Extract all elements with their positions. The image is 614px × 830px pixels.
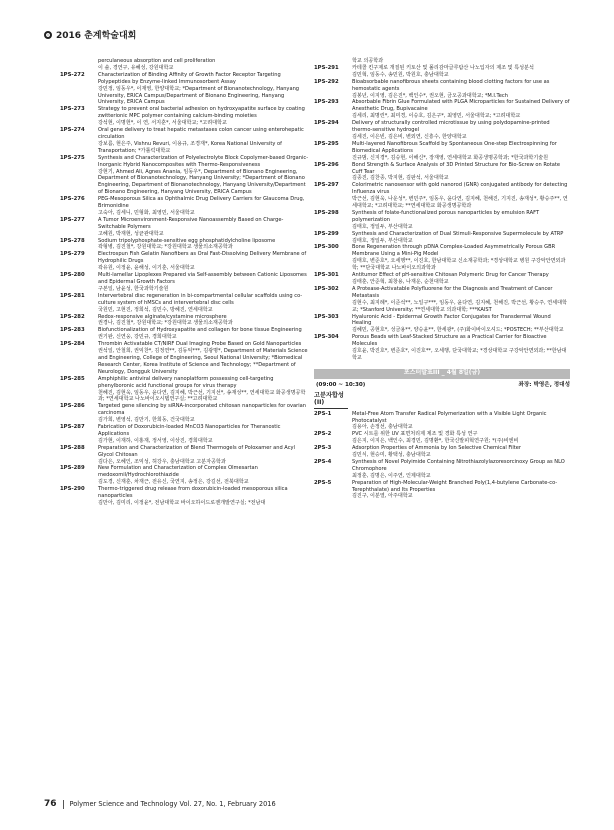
entry-title: Hyaluronic Acid - Epidermal Growth Factor Conjugates for Transdermal Wound Healing — [352, 313, 551, 327]
entry-title: Sodium tripolyphosphate-sensitive egg phosphatidylcholine liposome — [98, 237, 276, 244]
entry — [60, 196, 310, 217]
entry-code: 1PS-291 — [314, 64, 339, 71]
entry — [60, 341, 310, 376]
entry-code: 1PS-294 — [314, 120, 339, 127]
entry-authors: 최정훈, 김명은, 이주연, 인제대학교 — [352, 472, 431, 479]
entry-authors: 구본일, 남윤성, 한국과학기술원 — [98, 285, 169, 292]
entry-body — [98, 403, 310, 424]
entry-title: Absorbable Fibrin Glue Formulated with PLGA Microparticles for Sustained Delivery of Anesthetic Drug, Bupivacaine — [352, 99, 570, 113]
entry-code: 1PS-290 — [60, 486, 85, 493]
entry-body — [98, 376, 310, 404]
entry-code: 1PS-277 — [60, 216, 85, 223]
entry-list — [314, 79, 570, 362]
entry-code: 1PS-283 — [60, 327, 85, 334]
entry — [60, 72, 310, 107]
entry-code: 2PS-4 — [314, 458, 332, 465]
entry-code: 1PS-280 — [60, 272, 85, 279]
entry-code: 1PS-301 — [314, 272, 339, 279]
entry — [60, 251, 310, 272]
right-column — [314, 58, 570, 500]
entry-authors: 강보름, 현은주, Vishnu Revuri, 이용규, 조경재*, Korea National University of Transportation; *가톨릭대학교 — [98, 140, 282, 154]
left-column — [60, 58, 310, 507]
entry-code: 1PS-284 — [60, 341, 85, 348]
entry-code: 1PS-278 — [60, 237, 85, 244]
entry-body — [352, 79, 570, 100]
entry-authors: 김세진, 이은빈, 김은비, 변외연, 신흥수, 한양대학교 — [352, 133, 467, 140]
entry — [314, 244, 570, 272]
entry-code: 1PS-282 — [60, 313, 85, 320]
entry-code: 1PS-296 — [314, 161, 339, 168]
entry — [60, 445, 310, 466]
session-banner: 포스터발표III _ 4월 8일(금) — [314, 369, 570, 379]
entry-code: 1PS-279 — [60, 251, 85, 258]
entry-body — [352, 141, 570, 162]
continuation-entry — [352, 58, 570, 65]
entry-list — [60, 72, 310, 507]
entry-authors: 김현수, 최지례*, 이준석**, 노일구***, 임동우, 윤다연, 김지혜, 천해진, 박근선, 황승주, 연세대학교; *Stanford University; **연세대학교 의과대학; ***KAIST — [352, 299, 567, 313]
entry-body — [352, 459, 570, 480]
entry-code: 1PS-295 — [314, 140, 339, 147]
entry-body — [98, 251, 310, 272]
entry-body — [352, 99, 570, 120]
session-meta — [314, 382, 570, 389]
entry-authors: 강현기, Ahmed Ali, Agnes Anania, 임동우*, Department of Bionano Engineering, Department of Bionanotechnology, Hanyang University; *Department of Bionano Engineering, Department of Bionanotechnology, Hanyang University/Department of Bionano Engineering, Hanyang University, ERICA Campus — [98, 168, 306, 196]
entry-body — [352, 182, 570, 210]
entry-title: Multi-layered Nanofibrous Scaffold by Spontaneous One-step Electrospinning for Biomedical Applications — [352, 140, 557, 154]
entry-body — [352, 431, 570, 445]
entry — [60, 327, 310, 341]
entry — [60, 314, 310, 328]
entry-authors: 권석일, 안철희, 권익찬*, 김정연**, 김동익***, 김광명*, Department of Materials Science and Engineering, College of Engineering, Seoul National University; *Biomedical Research Center, Korea Institute of Science and Technology; **Department of Neurology, Dongguk University — [98, 348, 308, 375]
entry-title: PVC 시트를 위한 UV 표면처리제 제조 및 경화 특성 연구 — [352, 431, 478, 438]
entry — [60, 403, 310, 424]
entry-body — [98, 127, 310, 155]
entry-title: Intervertebral disc regeneration in bi-compartmental cellular scaffolds using co-culture system of hMSCs and intervertebral disc cells — [98, 292, 303, 306]
entry-title: PEG-Mesoporous Silica as Ophthalmic Drug Delivery Carriers for Glaucoma Drug, Brimonidine — [98, 196, 305, 210]
entry-code: 1PS-289 — [60, 465, 85, 472]
entry-authors: 김도경, 신재훈, 차재근, 전유신, 국연지, 송정은, 강길선, 전북대학교 — [98, 479, 249, 486]
entry-title: Bioabsorbable nanofibrous sheets containing blood clotting factors for use as hemostatic agents — [352, 78, 550, 92]
entry-authors: 김태호, 정일두, 부산대학교 — [352, 237, 413, 244]
entry-authors: 김태호, 변준호*, 오세행**, 이진호, 한남대학교 신소재공학과; *경상대학교 병원 구강악안면외과학; **단국대학교 나노바이오의과학과 — [352, 258, 566, 272]
entry-authors: 김민식, 현승미, 황택성, 충남대학교 — [352, 452, 431, 459]
entry-title: perculaneous absorption and cell proliferation — [98, 58, 216, 64]
entry-title: Antitumor Effect of pH-sensitive Chitosan Polymeric Drug for Cancer Therapy — [352, 272, 549, 279]
entry-body — [98, 445, 310, 466]
entry-body — [98, 217, 310, 238]
entry — [314, 141, 570, 162]
entry-authors: 김태훈, 안준혁, 최창용, 나재운, 순천대학교 — [352, 279, 449, 285]
entry-list — [314, 411, 570, 501]
entry-title: Fabrication of Doxorubicin-loaded MnCO3 Nanoparticles for Theranostic Applications — [98, 424, 281, 437]
entry — [314, 459, 570, 480]
entry-body — [98, 341, 310, 376]
entry-authors: 김봉년, 이지영, 김은진*, 백인수*, 권오현, 금오공과대학교; *M.I.Tech — [352, 92, 508, 99]
entry-code: 1PS-274 — [60, 127, 85, 134]
entry-authors: 진규범, 신지경*, 김승현, 이해신*, 장재영, 연세대학교 화공생명공학과; *한국과학기술원 — [352, 154, 549, 161]
entry — [314, 120, 570, 141]
entry-authors: 김종진, 김찬종, 박지현, 김판석, 서울대학교 — [352, 175, 449, 182]
entry-title: Bone Regeneration through pDNA Complex-Loaded Asymmetrically Porous GBR Membrane Using a Mini-Pig Model — [352, 244, 556, 258]
session-time: (09:00 ~ 10:30) — [316, 381, 366, 388]
entry-title: Biofunctionalization of Hydroxyapatite and collagen for bone tissue Engineering — [98, 327, 302, 334]
entry-title: Bond Strength & Surface Analysis of 3D Printed Structure for Bio-Screw on Rotate Cuff Tear — [352, 161, 561, 175]
entry-body — [352, 480, 570, 501]
entry-body — [352, 334, 570, 362]
entry-title: Oral gene delivery to treat hepatic metastases colon cancer using enterohepatic circulation — [98, 127, 304, 140]
entry-authors: 고혜원, 박재현, 성균관대학교 — [98, 230, 164, 237]
entry-body — [98, 106, 310, 127]
entry-body — [98, 293, 310, 314]
entry-body — [98, 272, 310, 293]
entry — [314, 231, 570, 245]
entry-title: Electrospun Fish Gelatin Nanofibers as Oral Fast-Dissolving Delivery Membrane of Hydrophilic Drugs — [98, 251, 307, 265]
entry-authors: 김태호, 정일두, 부산대학교 — [352, 223, 413, 230]
entry-code: 1PS-299 — [314, 230, 339, 237]
entry-code: 1PS-287 — [60, 424, 85, 431]
entry-title: Synthesis and Characterization of Polyelectrolyte Block Copolymer-based Organic-Inorganic Hybrid Nanocomposites with Thermo-Responsiveness — [98, 154, 309, 168]
entry — [314, 480, 570, 501]
entry — [314, 272, 570, 286]
header-title: 2016 춘계학술대회 — [56, 31, 137, 41]
entry-body — [98, 196, 310, 217]
entry-code: 1PS-281 — [60, 292, 85, 299]
entry — [314, 431, 570, 445]
entry-authors: 국원민, 고현진, 정희석, 김민수, 방혜진, 연세대학교 — [98, 306, 213, 313]
entry-body — [352, 244, 570, 272]
entry — [60, 293, 310, 314]
entry-title: Synthesis of Novel Polyimide Containing Nitrothiazolylazoresorcinoxy Group as NLO Chromophore — [352, 458, 565, 472]
entry-title: New Formulation and Characterization of Complex Olmesartan medoxomil/Hydrochlorothiazide — [98, 465, 258, 479]
entry — [60, 272, 310, 293]
entry — [60, 238, 310, 252]
entry-code: 1PS-286 — [60, 403, 85, 410]
entry-title: Thermo-triggered drug release from doxorubicin-loaded mesoporous silica nanoparticles — [98, 486, 288, 500]
entry-code: 1PS-292 — [314, 78, 339, 85]
entry — [314, 334, 570, 362]
entry — [314, 314, 570, 335]
entry-authors: 강민정, 임동우*, 이재영, 한양대학교; *Department of Bionanotechnology, Hanyang University, ERICA Campus/Department of Bionano Engineering, Hanyang University, ERICA Campus — [98, 85, 300, 106]
bullet-circle-icon — [44, 31, 52, 39]
entry — [314, 445, 570, 459]
entry-body — [352, 272, 570, 286]
entry-code: 1PS-273 — [60, 106, 85, 113]
entry — [314, 182, 570, 210]
entry — [314, 99, 570, 120]
entry-title: Strategy to prevent oral bacterial adhesion on hydroxyapatite surface by coating zwitterionic MPC polymer containing calcium-binding moieties — [98, 106, 305, 120]
entry-title: Multi-lamellar Lipoplexes Prepared via Self-assembly between Cationic Liposomes and Epidermal Growth Factors — [98, 272, 307, 285]
entry-authors: 김혜민, 공현호*, 성금용**, 양승윤**, 한세광*, (주)화이바이오셔드; *POSTECH; **부산대학교 — [352, 327, 564, 334]
entry-authors: 강석현, 이명헌*, 이 연, 서지훈*, 서울대학교; *고려대학교 — [98, 120, 227, 127]
entry-body — [98, 486, 310, 507]
entry — [60, 106, 310, 127]
entry-authors: 이 솔, 경연구, 유혜성, 강원대학교 — [98, 64, 174, 71]
entry — [314, 411, 570, 432]
entry-authors: 곽유원, 이정윤, 윤해성, 이기훈, 서울대학교 — [98, 265, 195, 272]
entry-code: 1PS-288 — [60, 444, 85, 451]
entry — [60, 155, 310, 196]
entry-title: Amphiphilic antiviral delivery nanoplatform possessing cell-targeting phenylboronic acid functional groups for virus therapy — [98, 375, 274, 389]
entry-code: 1PS-293 — [314, 99, 339, 106]
entry-title: Preparation of High-Molecular-Weight Branched Poly(1,4-butylene Carbonate-co-Terephthalate) and Its Properties — [352, 479, 558, 493]
entry-code: 2PS-3 — [314, 445, 332, 452]
entry-title: Metal-Free Atom Transfer Radical Polymerization with a Visible Light Organic Photocatalyst — [352, 410, 547, 424]
entry-body — [352, 411, 570, 432]
entry-body — [98, 72, 310, 107]
entry-code: 1PS-298 — [314, 209, 339, 216]
entry-authors: 김가희, 변영석, 김만기, 한희동, 건국대학교 — [98, 417, 195, 424]
entry-body — [352, 120, 570, 141]
section-title: 고분자합성(II) — [314, 393, 348, 409]
page-number: 76 — [44, 799, 57, 809]
entry-title: Synthesis of folate-functionalized porous nanoparticles by emulsion RAFT polymerization — [352, 209, 540, 223]
entry-authors: 김세리, 최명린*, 최미경, 이승호, 김은구*, 최영민, 서울대학교; *고려대학교 — [352, 113, 521, 120]
entry-body — [98, 465, 310, 486]
entry — [60, 424, 310, 445]
entry-authors: 곽형병, 김진철*, 강원대학교; *강원대학교 생물의소재공학과 — [98, 244, 233, 251]
entry — [314, 65, 570, 79]
entry-authors: 김가현, 이재하, 이홍재, 정서영, 이상진, 경희대학교 — [98, 437, 213, 444]
entry-code: 1PS-276 — [60, 196, 85, 203]
entry-authors: 권기완, 신연웅, 강민규, 경희대학교 — [98, 334, 177, 341]
entry-authors: 김진구, 이분열, 아주대학교 — [352, 493, 413, 500]
footer-divider — [63, 800, 64, 809]
entry-code: 1PS-300 — [314, 244, 339, 251]
entry-title: A Tumor Microenvironment-Responsive Nanoassembly Based on Charge-Switchable Polymers — [98, 216, 284, 230]
entry-title: Adsorption Properties of Ammonia by Ion Selective Chemical Filter — [352, 445, 521, 452]
entry-code: 1PS-275 — [60, 154, 85, 161]
entry-authors: 김은지, 이지은, 백인수, 최경민, 김명환*, 한국신발피혁연구원; *(주)비엔비 — [352, 438, 519, 445]
entry-authors: 김호윤, 박진호*, 변준호*, 이진호**, 오세행, 단국대학교; *경상대학교 구강악안면외과; **한남대학교 — [352, 348, 567, 361]
entry-code: 2PS-1 — [314, 410, 332, 417]
continuation-entry — [98, 58, 310, 72]
entry-code: 1PS-303 — [314, 313, 339, 320]
entry-code: 1PS-304 — [314, 334, 339, 341]
page-header — [44, 28, 136, 41]
entry — [60, 486, 310, 507]
entry-authors: 박근선, 김현욱, 나운성*, 변민주*, 임동우, 윤다연, 김지혜, 천해진, 기지진, 송재성*, 황승주**, 연세대학교; *고려대학교; **연세대학교 화공생명공학과 — [352, 196, 568, 210]
entry-title: Characterization of Binding Affinity of Growth Factor Receptor Targeting Polypeptides by Enzyme-linked Immunosorbent Assay — [98, 71, 281, 85]
entry-code: 1PS-272 — [60, 71, 85, 78]
entry — [314, 79, 570, 100]
entry-authors: 김만아, 김미리, 이정윤*, 전남대학교 바이오하이드로젠개발연구실; *전남대 — [98, 500, 266, 506]
entry — [314, 286, 570, 314]
entry-body — [98, 238, 310, 252]
entry-authors: 고숙아, 김세니, 민형화, 최영민, 서울대학교 — [98, 209, 195, 216]
entry-authors: 김민혁, 임동수, 송민원, 박원호, 충남대학교 — [352, 71, 449, 78]
journal-info: Polymer Science and Technology Vol. 27, No. 1, February 2016 — [69, 800, 276, 808]
entry-title: Porous Beads with Leaf-Stacked Structure as a Practical Carrier for Bioactive Molecules — [352, 334, 547, 348]
entry-title: 학교 의공학과 — [352, 58, 384, 64]
entry — [60, 465, 310, 486]
page-footer — [44, 799, 276, 809]
entry-body — [352, 162, 570, 183]
entry-title: Thrombin Activatable CT/NIRF Dual Imaging Probe Based on Gold Nanoparticles — [98, 341, 302, 348]
entry-body — [352, 286, 570, 314]
entry — [314, 162, 570, 183]
session-chairs: 좌장: 박영은, 정대성 — [518, 381, 570, 388]
entry — [60, 127, 310, 155]
entry-body — [352, 65, 570, 79]
entry-authors: 김다은, 오혜인, 조익성, 허강우, 충남대학교 고분자공학과 — [98, 458, 226, 465]
entry — [314, 210, 570, 231]
entry-code: 1PS-302 — [314, 285, 339, 292]
entry-body — [98, 424, 310, 445]
entry-body — [98, 327, 310, 341]
entry-code: 1PS-285 — [60, 375, 85, 382]
entry-title: 카테콜 킨구제로 개질된 키토산 및 폴리감마글루탐산 나노입자의 제조 및 특성분석 — [352, 64, 534, 71]
entry-title: Synthesis and Characterization of Dual Stimuli-Responsive Supermolecule by ATRP — [352, 230, 564, 237]
entry-body — [352, 314, 570, 335]
entry-authors: 천혜진, 김현욱, 임동우, 윤다연, 김지혜, 박근선, 기지선*, 송재성**, 연세대학교 화공생명공학과; *연세대학교 나노바이오시템연구실; **고려대학교 — [98, 389, 306, 403]
entry-title: Delivery of structurally controlled microtissue by using polydopamine-printed thermo-sensitive hydrogel — [352, 120, 550, 134]
entry-body — [98, 314, 310, 328]
entry-title: A Protease-Activatable Polyfluorene for the Diagnosis and Treatment of Cancer Metastasis — [352, 285, 553, 299]
entry-body — [98, 155, 310, 196]
entry-title: Redox-responsive alginate/cystamine microsphere — [98, 313, 227, 320]
entry-authors: 김용아, 손정선, 충남대학교 — [352, 424, 413, 431]
entry-body — [352, 445, 570, 459]
entry-title: Targeted gene silencing by siRNA-incorporated chitosan nanoparticles for ovarian carcinoma — [98, 403, 307, 417]
entry-title: Colorimetric nanosensor with gold nanorod (GNR) conjugated antibody for detecting Influenza virus — [352, 182, 568, 196]
entry-body — [352, 210, 570, 231]
entry-code: 2PS-2 — [314, 431, 332, 438]
entry-code: 1PS-297 — [314, 182, 339, 189]
entry-code: 2PS-5 — [314, 479, 332, 486]
entry — [60, 217, 310, 238]
entry-title: Preparation and Characterization of Blend Thermogels of Poloxamer and Acyl Glycol Chitosan — [98, 444, 295, 458]
entry-authors: 권경나, 김진철*, 강원대학교; *강원대학교 생물의소재공학과 — [98, 320, 233, 327]
entry — [60, 376, 310, 404]
entry-body — [352, 231, 570, 245]
